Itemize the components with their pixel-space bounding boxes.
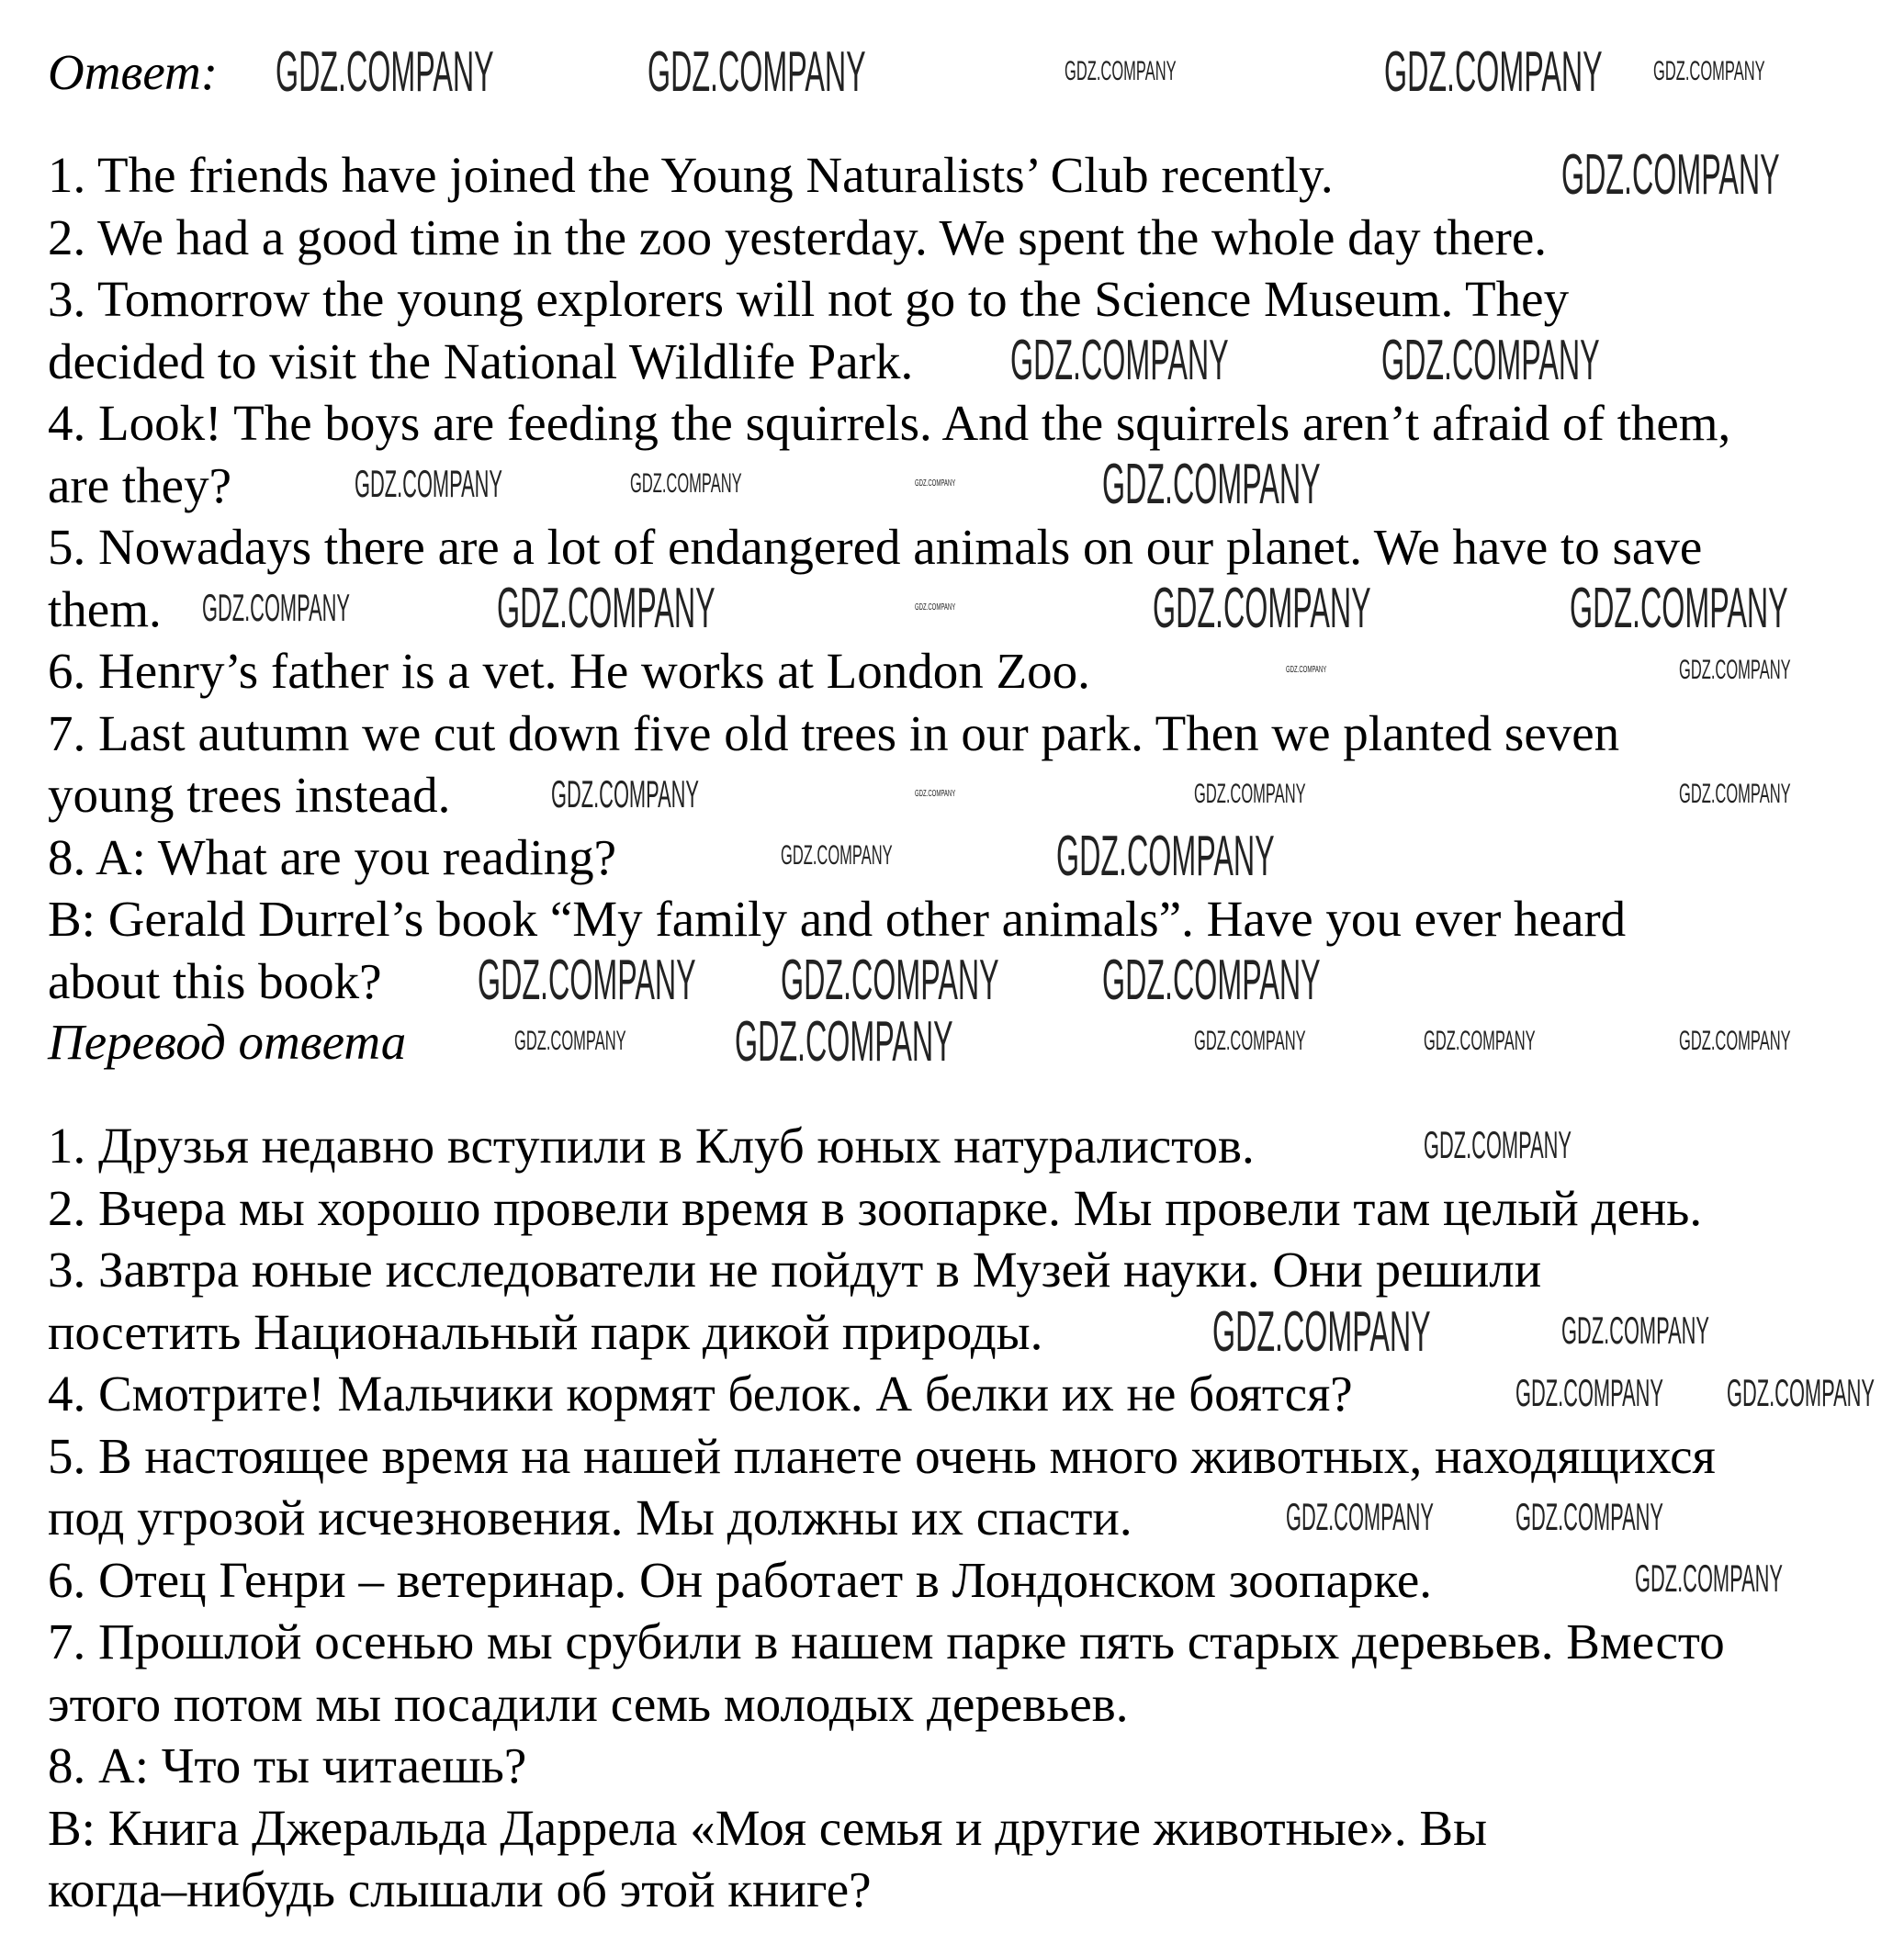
answer-line: are they? bbox=[48, 456, 231, 513]
answer-line: decided to visit the National Wildlife Park. bbox=[48, 332, 914, 389]
answer-line: B: Gerald Durrel’s book “My family and other animals”. Have you ever heard bbox=[48, 891, 1627, 947]
watermark: GDZ.COMPANY bbox=[1561, 1309, 1709, 1352]
watermark: GDZ.COMPANY bbox=[514, 1026, 626, 1056]
answer-line: 6. Henry’s father is a vet. He works at London Zoo. bbox=[48, 643, 1090, 699]
watermark: GDZ.COMPANY bbox=[1286, 1495, 1434, 1538]
watermark: GDZ.COMPANY bbox=[1679, 779, 1791, 809]
watermark: GDZ.COMPANY bbox=[1424, 1026, 1536, 1056]
watermark: GDZ.COMPANY bbox=[1679, 655, 1791, 685]
watermark: GDZ.COMPANY bbox=[1727, 1371, 1875, 1414]
answer-line: about this book? bbox=[48, 952, 382, 1009]
answer-line: 2. We had a good time in the zoo yesterday. We spent the whole day there. bbox=[48, 208, 1548, 265]
watermark: GDZ.COMPANY bbox=[915, 602, 956, 613]
watermark: GDZ.COMPANY bbox=[1010, 329, 1229, 392]
answer-line: 4. Look! The boys are feeding the squirrels. And the squirrels aren’t afraid of them, bbox=[48, 395, 1731, 451]
watermark: GDZ.COMPANY bbox=[1381, 329, 1600, 392]
answer-line: 5. Nowadays there are a lot of endangered animals on our planet. We have to save bbox=[48, 519, 1703, 575]
watermark: GDZ.COMPANY bbox=[781, 949, 999, 1012]
translation-line: 8. А: Что ты читаешь? bbox=[48, 1737, 527, 1793]
watermark: GDZ.COMPANY bbox=[497, 577, 715, 640]
watermark: GDZ.COMPANY bbox=[202, 586, 350, 629]
answer-heading: Ответ: bbox=[48, 44, 219, 100]
watermark: GDZ.COMPANY bbox=[1212, 1300, 1431, 1364]
watermark: GDZ.COMPANY bbox=[1102, 453, 1321, 516]
translation-line: В: Книга Джеральда Даррела «Моя семья и другие животные». Вы bbox=[48, 1799, 1488, 1856]
watermark: GDZ.COMPANY bbox=[276, 40, 494, 104]
watermark: GDZ.COMPANY bbox=[1515, 1371, 1663, 1414]
watermark: GDZ.COMPANY bbox=[915, 478, 956, 489]
watermark: GDZ.COMPANY bbox=[1056, 825, 1275, 888]
translation-heading: Перевод ответа bbox=[48, 1014, 407, 1070]
watermark: GDZ.COMPANY bbox=[781, 840, 893, 871]
watermark: GDZ.COMPANY bbox=[1102, 949, 1321, 1012]
translation-line: 3. Завтра юные исследователи не пойдут в Музей науки. Они решили bbox=[48, 1242, 1542, 1298]
translation-line: этого потом мы посадили семь молодых деревьев. bbox=[48, 1675, 1129, 1732]
translation-line: когда–нибудь слышали об этой книге? bbox=[48, 1861, 872, 1917]
translation-text bbox=[48, 1115, 1725, 1921]
answer-text bbox=[48, 144, 1730, 1012]
watermark: GDZ.COMPANY bbox=[1065, 56, 1177, 86]
watermark: GDZ.COMPANY bbox=[1679, 1026, 1791, 1056]
answer-line: 8. A: What are you reading? bbox=[48, 828, 617, 885]
watermark: GDZ.COMPANY bbox=[1194, 779, 1306, 809]
watermark: GDZ.COMPANY bbox=[1286, 665, 1327, 675]
watermark: GDZ.COMPANY bbox=[630, 468, 742, 499]
watermark: GDZ.COMPANY bbox=[1384, 40, 1603, 104]
answer-line: young trees instead. bbox=[48, 767, 451, 823]
answer-line: 1. The friends have joined the Young Naturalists’ Club recently. bbox=[48, 147, 1334, 203]
watermark: GDZ.COMPANY bbox=[915, 789, 956, 799]
watermark: GDZ.COMPANY bbox=[648, 40, 866, 104]
answer-line: 7. Last autumn we cut down five old trees in our park. Then we planted seven bbox=[48, 704, 1620, 761]
translation-line: посетить Национальный парк дикой природы. bbox=[48, 1303, 1043, 1360]
watermark: GDZ.COMPANY bbox=[355, 462, 502, 505]
watermark: GDZ.COMPANY bbox=[551, 772, 699, 815]
translation-line: 5. В настоящее время на нашей планете очень много животных, находящихся bbox=[48, 1427, 1716, 1484]
watermark: GDZ.COMPANY bbox=[1424, 1123, 1572, 1166]
watermark: GDZ.COMPANY bbox=[1515, 1495, 1663, 1538]
watermark: GDZ.COMPANY bbox=[1561, 143, 1780, 207]
answer-line: 3. Tomorrow the young explorers will not go to the Science Museum. They bbox=[48, 271, 1570, 327]
watermark: GDZ.COMPANY bbox=[735, 1010, 953, 1074]
watermark: GDZ.COMPANY bbox=[1194, 1026, 1306, 1056]
watermark: GDZ.COMPANY bbox=[1653, 56, 1765, 86]
translation-line: 4. Смотрите! Мальчики кормят белок. А белки их не боятся? bbox=[48, 1366, 1353, 1422]
translation-line: 2. Вчера мы хорошо провели время в зоопарке. Мы провели там целый день. bbox=[48, 1179, 1703, 1236]
watermark: GDZ.COMPANY bbox=[1570, 577, 1788, 640]
answer-line: them. bbox=[48, 580, 162, 637]
translation-line: 1. Друзья недавно вступили в Клуб юных натуралистов. bbox=[48, 1118, 1255, 1174]
watermark: GDZ.COMPANY bbox=[1635, 1557, 1783, 1600]
watermark: GDZ.COMPANY bbox=[478, 949, 696, 1012]
translation-line: 7. Прошлой осенью мы срубили в нашем парке пять старых деревьев. Вместо bbox=[48, 1613, 1725, 1669]
translation-line: под угрозой исчезновения. Мы должны их спасти. bbox=[48, 1489, 1132, 1546]
translation-line: 6. Отец Генри – ветеринар. Он работает в Лондонском зоопарке. bbox=[48, 1551, 1433, 1608]
watermark: GDZ.COMPANY bbox=[1153, 577, 1371, 640]
